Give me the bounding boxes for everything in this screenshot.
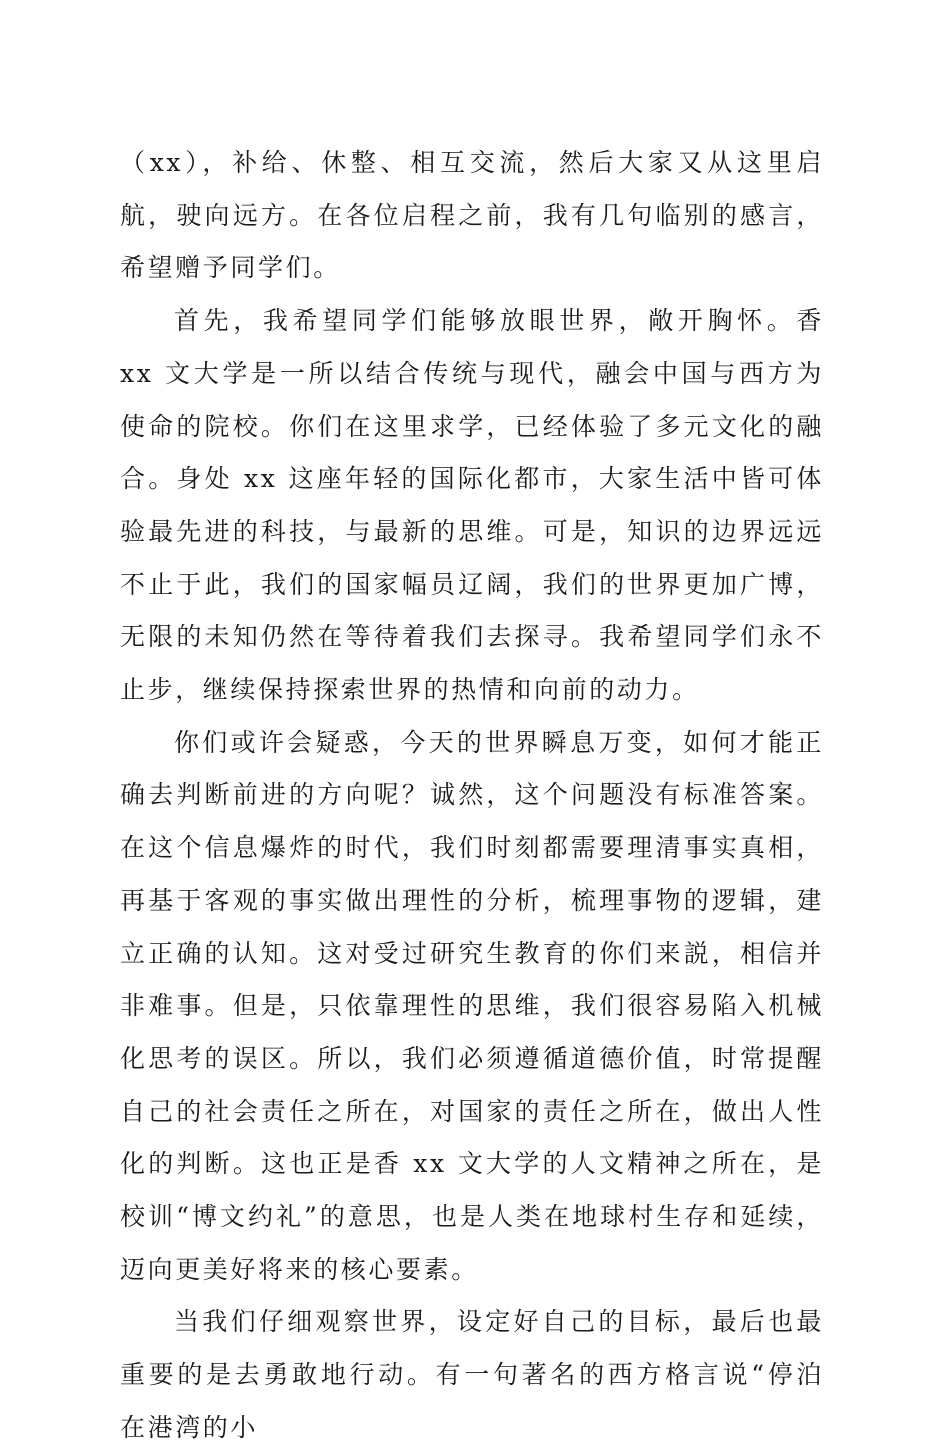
paragraph-3: 你们或许会疑惑，今天的世界瞬息万变，如何才能正确去判断前进的方向呢？诚然，这个问题没有标准答案。在这个信息爆炸的时代，我们时刻都需要理清事实真相，再基于客观的事实做出理性的分析，梳理事物的逻辑，建立正确的认知。这对受过研究生教育的你们来説，相信并非难事。但是，只依靠理性的思维，我们很容易陷入机械化思考的误区。所以，我们必须遵循道德价值，时常提醒自己的社会责任之所在，对国家的责任之所在，做出人性化的判断。这也正是香 xx 文大学的人文精神之所在，是校训“博文约礼”的意思，也是人类在地球村生存和延续，迈向更美好将来的核心要素。: [120, 727, 824, 1284]
paragraph-1: （xx），补给、休整、相互交流，然后大家又从这里启航，驶向远方。在各位启程之前，我有几句临别的感言，希望赠予同学们。: [120, 148, 824, 283]
paragraph-4: 当我们仔细观察世界，设定好自己的目标，最后也最重要的是去勇敢地行动。有一句著名的西方格言说“停泊在港湾的小: [120, 1307, 824, 1442]
body-text: [120, 137, 824, 1455]
paragraph-2: 首先，我希望同学们能够放眼世界，敞开胸怀。香 xx 文大学是一所以结合传统与现代，融会中国与西方为使命的院校。你们在这里求学，已经体验了多元文化的融合。身处 xx 这座年轻的国际化都市，大家生活中皆可体验最先进的科技，与最新的思维。可是，知识的边界远远不止于此，我们的国家幅员辽阔，我们的世界更加广博，无限的未知仍然在等待着我们去探寻。我希望同学们永不止步，继续保持探索世界的热情和向前的动力。: [120, 306, 824, 705]
